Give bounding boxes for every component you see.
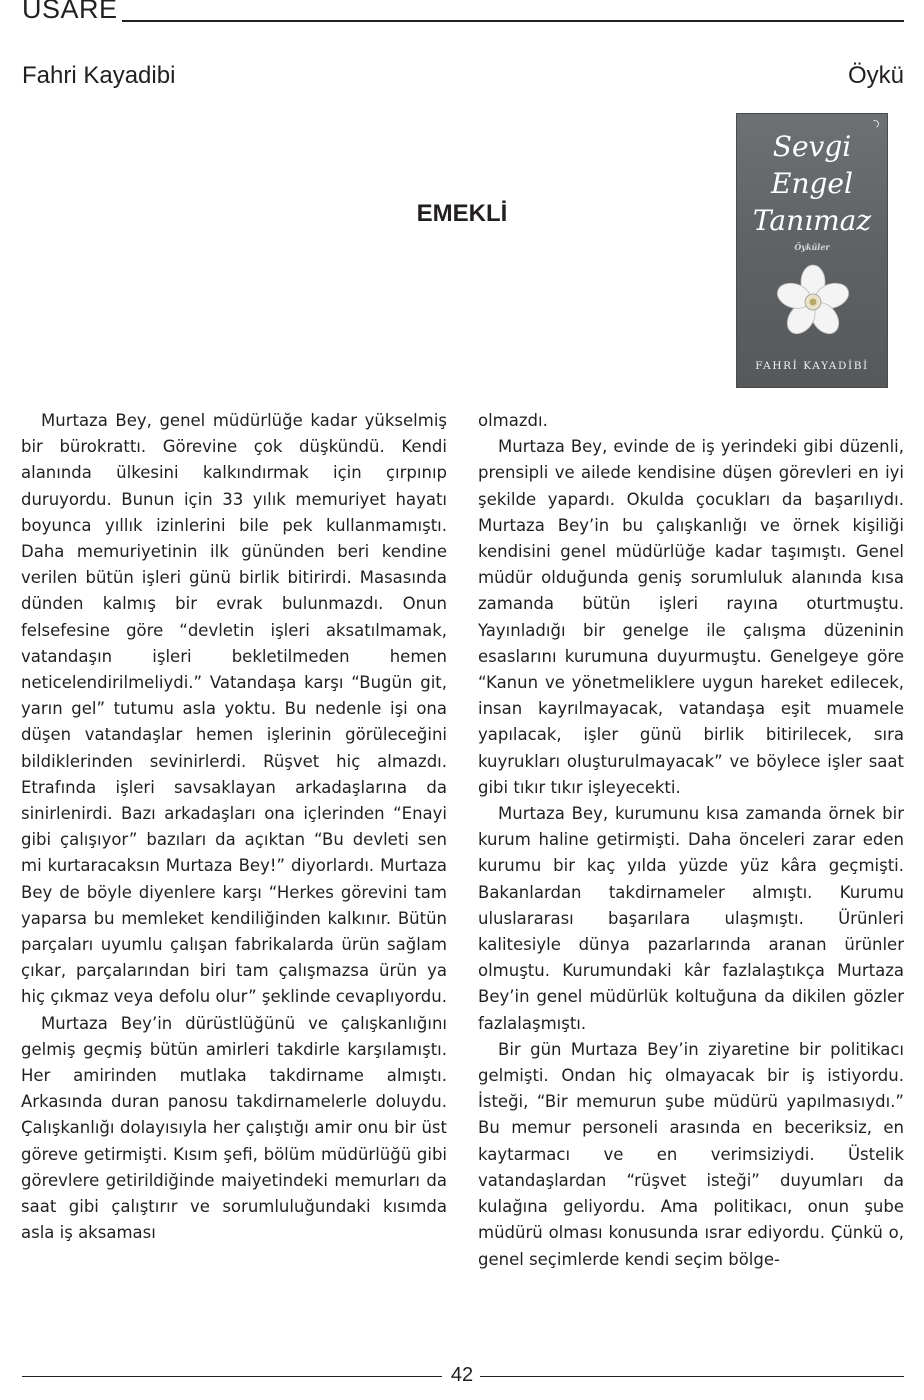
cover-title-line-1: Sevgi — [772, 130, 852, 163]
cover-author: FAHRİ KAYADİBİ — [755, 360, 869, 372]
footer-rule-left — [22, 1376, 442, 1377]
text-column-left — [21, 408, 447, 1247]
book-cover-image — [736, 113, 888, 388]
page-number: 42 — [450, 1364, 474, 1386]
cover-subtitle: Öyküler — [794, 242, 830, 252]
author-name: Fahri Kayadibi — [22, 62, 176, 89]
paragraph: Bir gün Murtaza Bey’in ziyaretine bir politikacı gelmişti. Ondan hiç olmayacak bir iş istiyordu. İsteği, “Bir memurun şube müdürü yapılmasıydı.” Bu memur personeli arasında en beceriksiz, en kaytarmacı ve en verimsiziydi. Üstelik vatandaşlardan “rüşvet isteği” duyumları da kulağına geliyordu. Ama politikacı, onun şube müdürü olması konusunda ısrar ediyordu. Çünkü o, genel seçimlerde kendi seçim bölge- — [478, 1039, 904, 1269]
flower-icon — [775, 264, 851, 340]
paragraph: Murtaza Bey, evinde de iş yerindeki gibi düzenli, prensipli ve ailede kendisine düşen görevleri en iyi şekilde yapardı. Okulda çocukları da başarılıydı. Murtaza Bey’in bu çalışkanlığı ve örnek kişiliği kendisini genel müdürlüğe kadar taşımıştı. Genel müdür olduğunda geniş sorumluluk alanında kısa zamanda bütün işleri rayına oturtmuştu. Yayınladığı bir genelge ile çalışma düzeninin esaslarını kurumuna duyurmuştu. Genelgeye göre “Kanun ve yönetmeliklere uygun hareket edilecek, insan kayrılmayacak, vatandaşa eşit muamele yapılacak, işler günü birlik bitirilecek, sıra kuyrukları oluşturulmayacak” ve böylece işler saat gibi tıkır tıkır işleyecekti. — [478, 437, 904, 797]
cover-title-line-3: Tanımaz — [752, 204, 872, 237]
masthead — [22, 0, 904, 24]
cover-title-line-2: Engel — [771, 167, 853, 200]
masthead-rule — [122, 20, 904, 22]
article-title-text: EMEKLİ — [416, 200, 508, 227]
paragraph: Murtaza Bey, genel müdürlüğe kadar yükselmiş bir bürokrattı. Görevine çok düşkündü. Kendi alanında ülkesini kalkındırmak için çırpınıp duruyordu. Bunun için 33 yılık memuriyet hayatı boyunca yıllık izinlerini bile pek kullanmamıştı. Daha memuriyetinin ilk gününden beri kendine verilen bütün işleri günü birlik bitirirdi. Masasında dünden kalmış bir evrak bulunmazdı. Onun felsefesine göre “devletin işleri aksatılmamak, vatandaşın işleri bekletilmeden hemen neticelendirilmeliydi.” Vatandaşa karşı “Bugün git, yarın gel” tutumu asla yoktu. Bu nedenle işi ona düşen vatandaşlar hemen işlerinin görüleceğini bildiklerinden sevinirlerdi. Rüşvet hiç almazdı. Etrafında işleri savsaklayan arkadaşlarına da sinirlenirdi. Bazı arkadaşları ona içlerinden “Enayi gibi çalışıyor” bazıları da açıktan “Bu devleti sen mi kurtaracaksın Murtaza Bey!” diyorlardı. Murtaza Bey de böyle diyenlere karşı “Herkes görevini tam yaparsa bu memleket kendiliğinden kalkınır. Bütün parçaları uyumlu çalışan fabrikalarda ürün sağlam çıkar, parçalarından biri tam çalışmazsa ürün ya hiç çıkmaz veya defolu olur” şeklinde cevaplıyordu. — [21, 411, 447, 1007]
paragraph: Murtaza Bey’in dürüstlüğünü ve çalışkanlığını gelmiş geçmiş bütün amirleri takdirle karşılamıştı. Her amirinden mutlaka takdirname almıştı. Arkasında duran panosu takdirnamelerle doluydu. Çalışkanlığı dolayısıyla her çalıştığı amir onu bir üst göreve getirmişti. Kısım şefi, bölüm müdürlüğü gibi görevlere getirildiğinde maiyetindeki memurları da saat gibi çalıştırır ve sorumluluğundaki kısımda asla iş aksaması — [21, 1013, 447, 1243]
genre-label: Öykü — [847, 62, 904, 89]
magazine-name: USARE — [22, 0, 118, 24]
paragraph-continuation: olmazdı. — [478, 411, 548, 430]
footer-rule-right — [480, 1376, 904, 1377]
paragraph: Murtaza Bey, kurumunu kısa zamanda örnek bir kurum haline getirmişti. Daha önceleri zarar eden kurumu bir kaç yılda yüzde yüz kâra geçmişti. Bakanlardan takdirnameler almıştı. Kurumu uluslararası başarılara ulaşmıştı. Ürünleri kalitesiyle dünya pazarlarında aranan ürünler olmuştu. Kurumundaki kâr fazlalaştıkça Murtaza Bey’in genel müdürlük koltuğuna da dikilen gözler fazlalaşmıştı. — [478, 804, 904, 1033]
cover-title — [737, 128, 887, 239]
text-column-right — [478, 408, 904, 1273]
